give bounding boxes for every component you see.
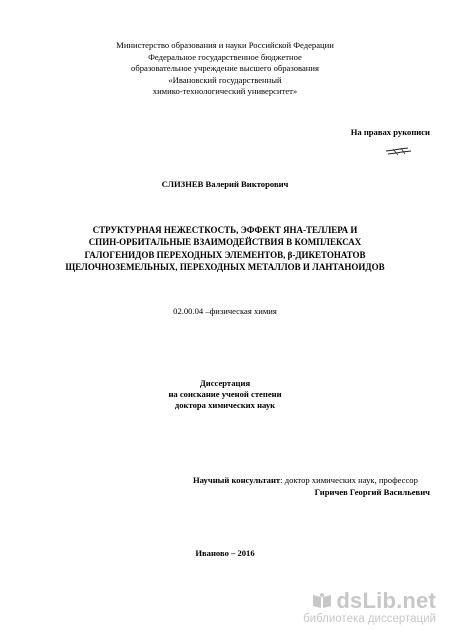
manuscript-rights: На правах рукописи [350, 127, 430, 137]
header-line: Федеральное государственное бюджетное [148, 51, 302, 62]
degree-line: Диссертация [199, 378, 251, 388]
watermark-logo [303, 590, 436, 612]
title-line: ГАЛОГЕНИДОВ ПЕРЕХОДНЫХ ЭЛЕМЕНТОВ, β-ДИКЕТОНАТОВ [84, 249, 366, 260]
consultant-name: Гиричев Георгий Васильевич [314, 487, 430, 497]
consultant-label: Научный консультант [193, 475, 281, 485]
watermark [303, 590, 436, 626]
degree-line: на соискание ученой степени [168, 389, 282, 399]
city-year: Иваново – 2016 [195, 548, 255, 558]
header-line: образовательное учреждение высшего образования [131, 63, 319, 74]
institution-header [0, 40, 450, 98]
watermark-site: dsLib.net [336, 588, 436, 613]
author-name: СЛИЗНЕВ Валерий Викторович [161, 179, 289, 189]
dissertation-title [0, 224, 450, 274]
title-line: СТРУКТУРНАЯ НЕЖЕСТКОСТЬ, ЭФФЕКТ ЯНА-ТЕЛЛЕРА И [92, 225, 358, 235]
specialty-code: 02.00.04 –физическая химия [173, 306, 277, 316]
title-line: ЩЕЛОЧНОЗЕМЕЛЬНЫХ, ПЕРЕХОДНЫХ МЕТАЛЛОВ И ЛАНТАНОИДОВ [65, 262, 385, 273]
consultant-details: : доктор химических наук, профессор [280, 475, 418, 485]
header-line: Министерство образования и науки Российской Федерации [116, 40, 334, 50]
handwritten-signature [384, 146, 414, 158]
dslib-book-logo-icon [311, 592, 333, 610]
title-line: СПИН-ОРБИТАЛЬНЫЕ ВЗАИМОДЕЙСТВИЯ В КОМПЛЕКСАХ [88, 237, 362, 248]
watermark-description: библиотека диссертаций [303, 613, 436, 625]
degree-statement [0, 378, 450, 411]
header-line: «Ивановский государственный [168, 74, 282, 85]
degree-line: доктора химических наук [174, 400, 276, 410]
header-line: химико-технологический университет» [152, 86, 298, 97]
consultant-line [193, 475, 418, 485]
